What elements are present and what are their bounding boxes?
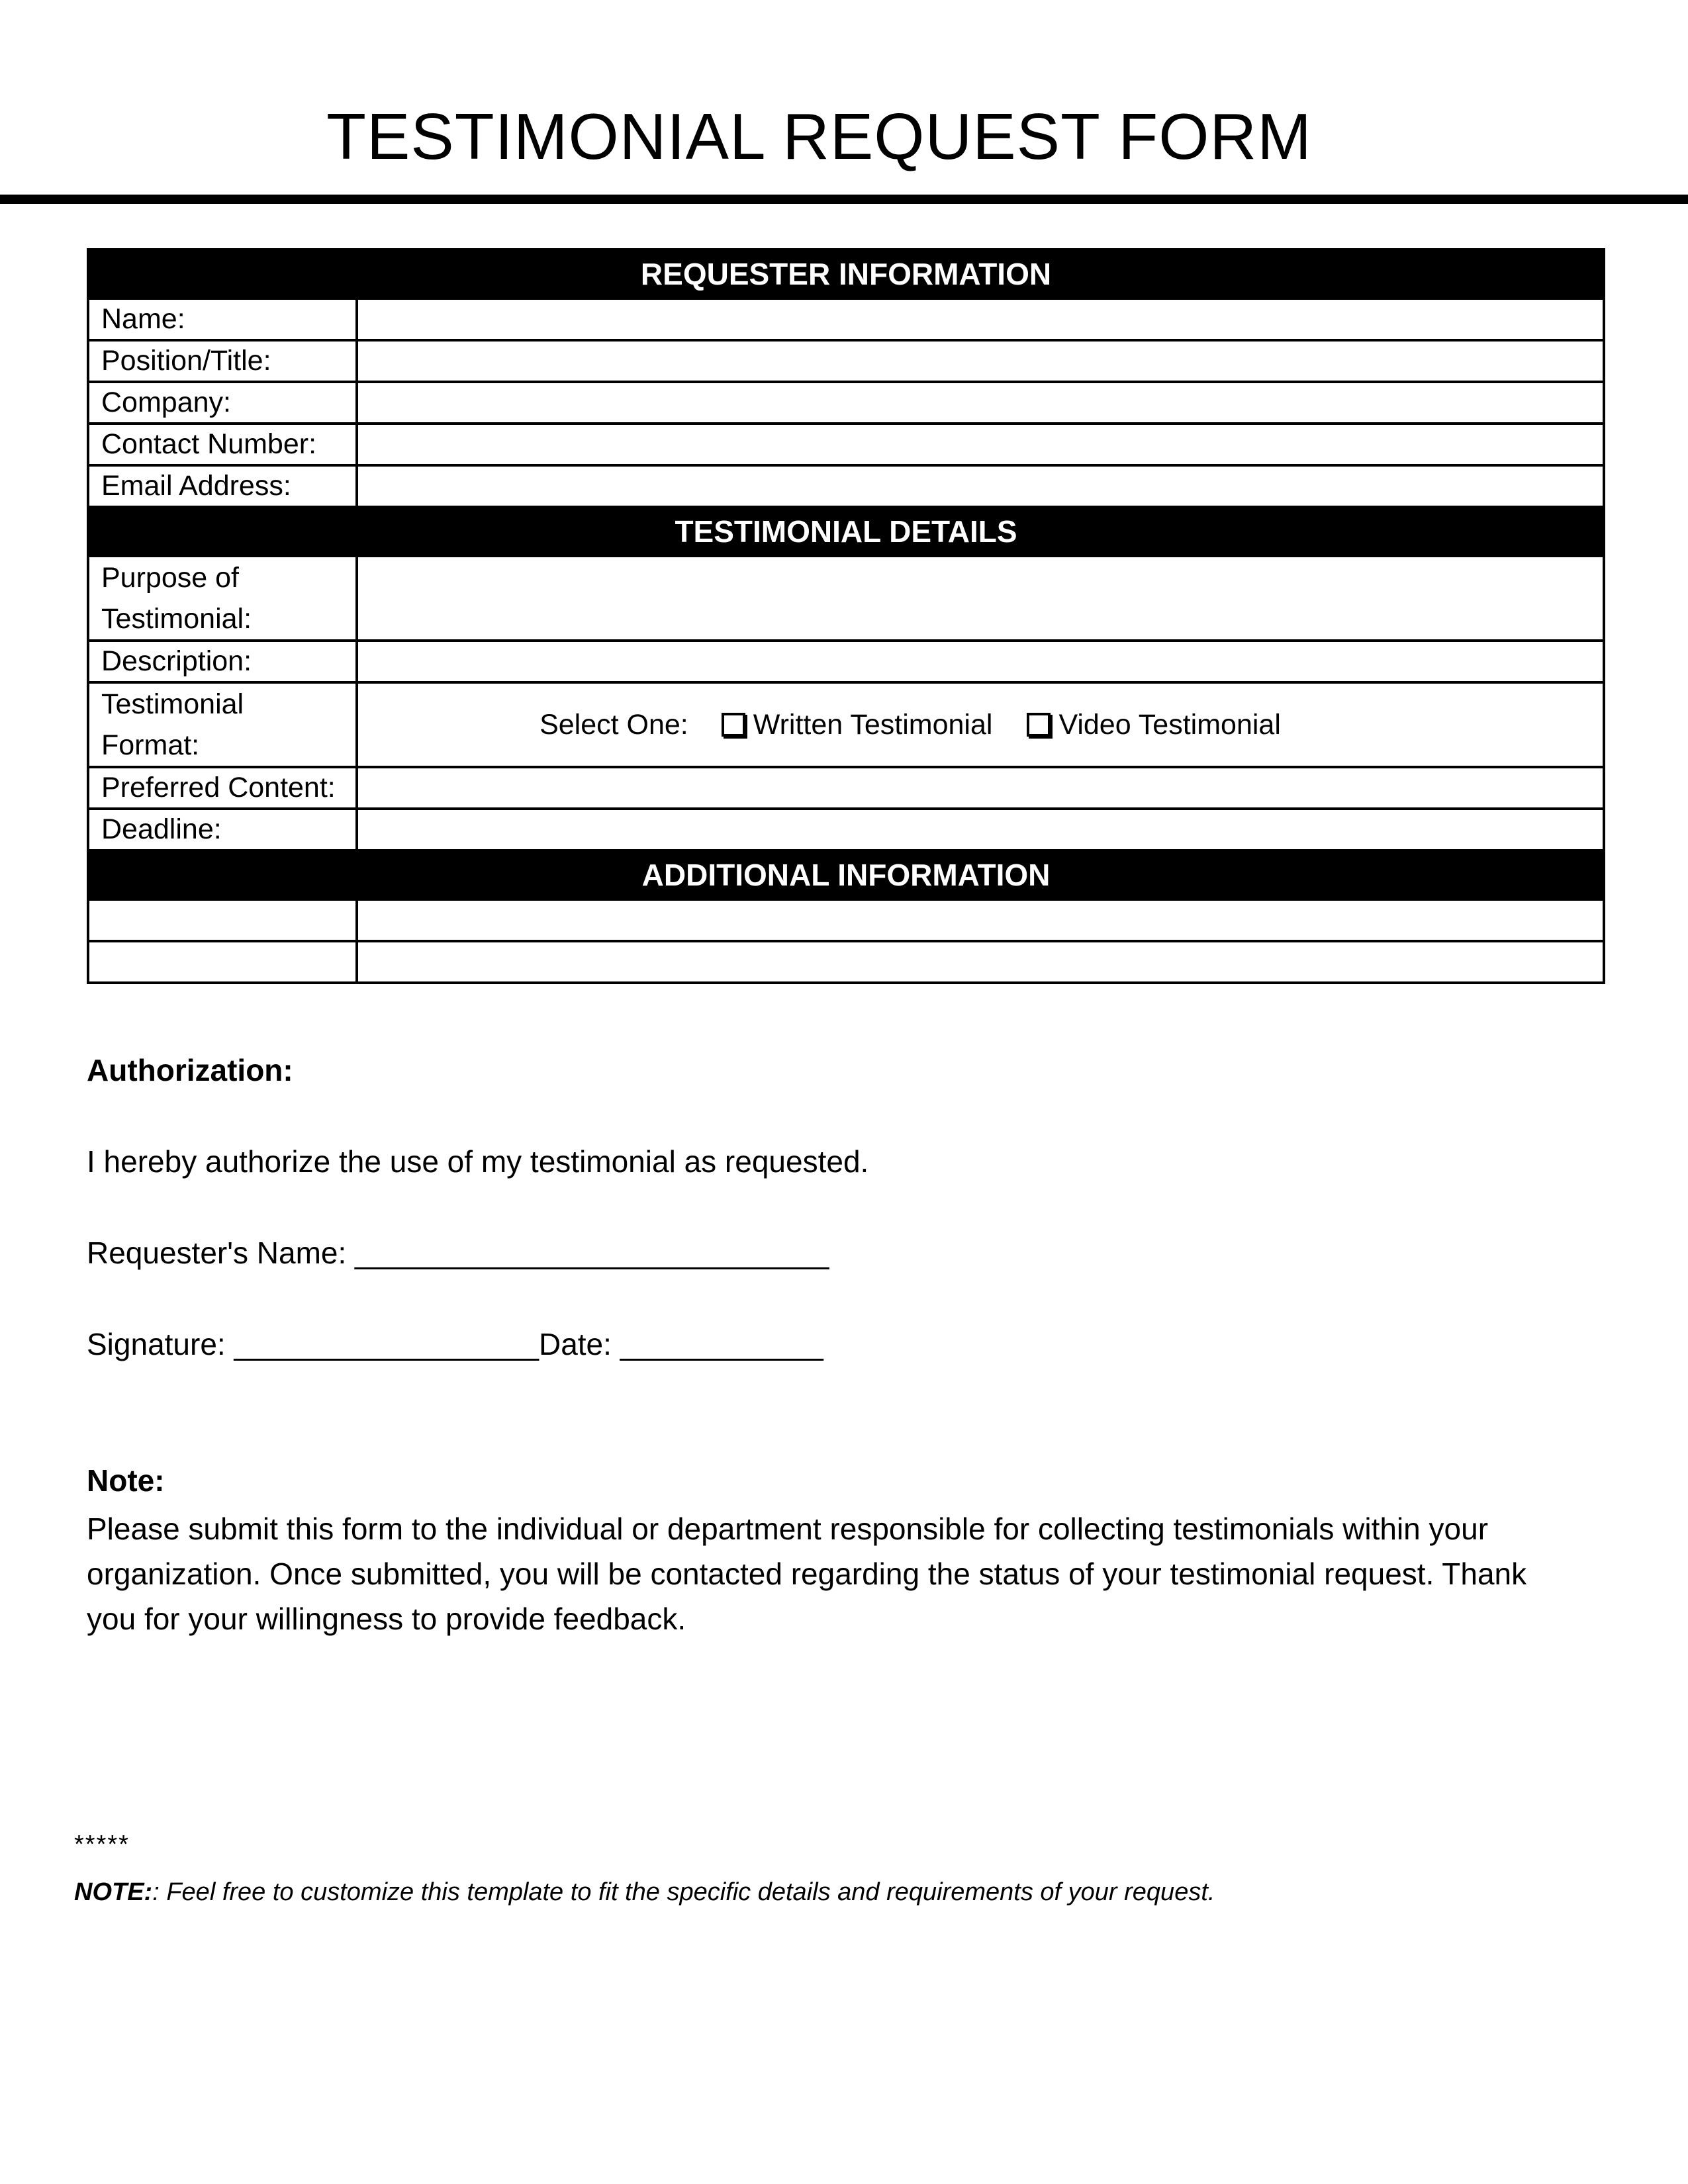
checkbox-icon[interactable] (722, 713, 745, 737)
field-label-deadline: Deadline: (88, 809, 357, 850)
name-field[interactable] (357, 298, 1604, 340)
additional-value-field[interactable] (357, 899, 1604, 941)
additional-label-field[interactable] (88, 899, 357, 941)
field-label-position: Position/Title: (88, 340, 357, 382)
option-label: Video Testimonial (1058, 709, 1281, 741)
form-row-purpose (88, 556, 1604, 641)
testimonial-form-table (87, 248, 1605, 984)
field-label-preferred-content: Preferred Content: (88, 767, 357, 809)
section-header-label: TESTIMONIAL DETAILS (88, 507, 1604, 556)
option-video-testimonial[interactable] (1027, 704, 1280, 745)
form-row-format (88, 682, 1604, 767)
option-label: Written Testimonial (753, 709, 993, 741)
requester-name-line: Requester's Name: ____________________________ (87, 1236, 829, 1270)
page-title: TESTIMONIAL REQUEST FORM (326, 100, 1312, 173)
field-label-format (88, 682, 357, 767)
form-row-additional-2 (88, 941, 1604, 983)
note-heading: Note: (87, 1463, 165, 1498)
form-row-deadline (88, 809, 1604, 850)
form-row-name (88, 298, 1604, 340)
option-written-testimonial[interactable] (722, 704, 993, 745)
email-field[interactable] (357, 465, 1604, 507)
title-divider (0, 195, 1688, 204)
company-field[interactable] (357, 382, 1604, 424)
position-field[interactable] (357, 340, 1604, 382)
form-row-additional-1 (88, 899, 1604, 941)
footer-note (74, 1878, 1215, 1907)
authorization-statement: I hereby authorize the use of my testimonial as requested. (87, 1144, 869, 1179)
section-header-testimonial (88, 507, 1604, 556)
additional-label-field[interactable] (88, 941, 357, 983)
section-header-requester (88, 250, 1604, 298)
field-label-description: Description: (88, 641, 357, 682)
checkbox-icon[interactable] (1027, 713, 1051, 737)
form-row-contact-number (88, 424, 1604, 465)
authorization-heading: Authorization: (87, 1053, 293, 1087)
form-row-email (88, 465, 1604, 507)
form-row-description (88, 641, 1604, 682)
field-label-purpose (88, 556, 357, 641)
note-body: Please submit this form to the individual or department responsible for collecting testimonials within your organization. Once submitted, you will be contacted regarding the status of your testimonial request. Thank you for your willingness to provide feedback. (87, 1512, 1527, 1636)
signature-date-line: Signature: __________________Date: ____________ (87, 1327, 823, 1361)
form-row-position (88, 340, 1604, 382)
contact-number-field[interactable] (357, 424, 1604, 465)
deadline-field[interactable] (357, 809, 1604, 850)
footer-note-text: : Feel free to customize this template to fit the specific details and requirements of your request. (152, 1878, 1215, 1906)
field-label-line: Testimonial (101, 688, 244, 720)
format-selector (357, 682, 1604, 767)
field-label-email: Email Address: (88, 465, 357, 507)
section-header-label: ADDITIONAL INFORMATION (88, 850, 1604, 899)
purpose-field[interactable] (357, 556, 1604, 641)
field-label-company: Company: (88, 382, 357, 424)
footer-stars: ***** (74, 1831, 130, 1858)
section-header-label: REQUESTER INFORMATION (88, 250, 1604, 298)
description-field[interactable] (357, 641, 1604, 682)
field-label-line: Format: (101, 729, 200, 761)
field-label-line: Testimonial: (101, 603, 252, 635)
preferred-content-field[interactable] (357, 767, 1604, 809)
field-label-contact-number: Contact Number: (88, 424, 357, 465)
field-label-line: Purpose of (101, 562, 239, 594)
format-options (358, 704, 1603, 745)
field-label-name: Name: (88, 298, 357, 340)
format-select-label: Select One: (539, 709, 688, 741)
section-header-additional (88, 850, 1604, 899)
footer-note-label: NOTE: (74, 1878, 153, 1906)
additional-value-field[interactable] (357, 941, 1604, 983)
form-row-company (88, 382, 1604, 424)
form-row-preferred-content (88, 767, 1604, 809)
